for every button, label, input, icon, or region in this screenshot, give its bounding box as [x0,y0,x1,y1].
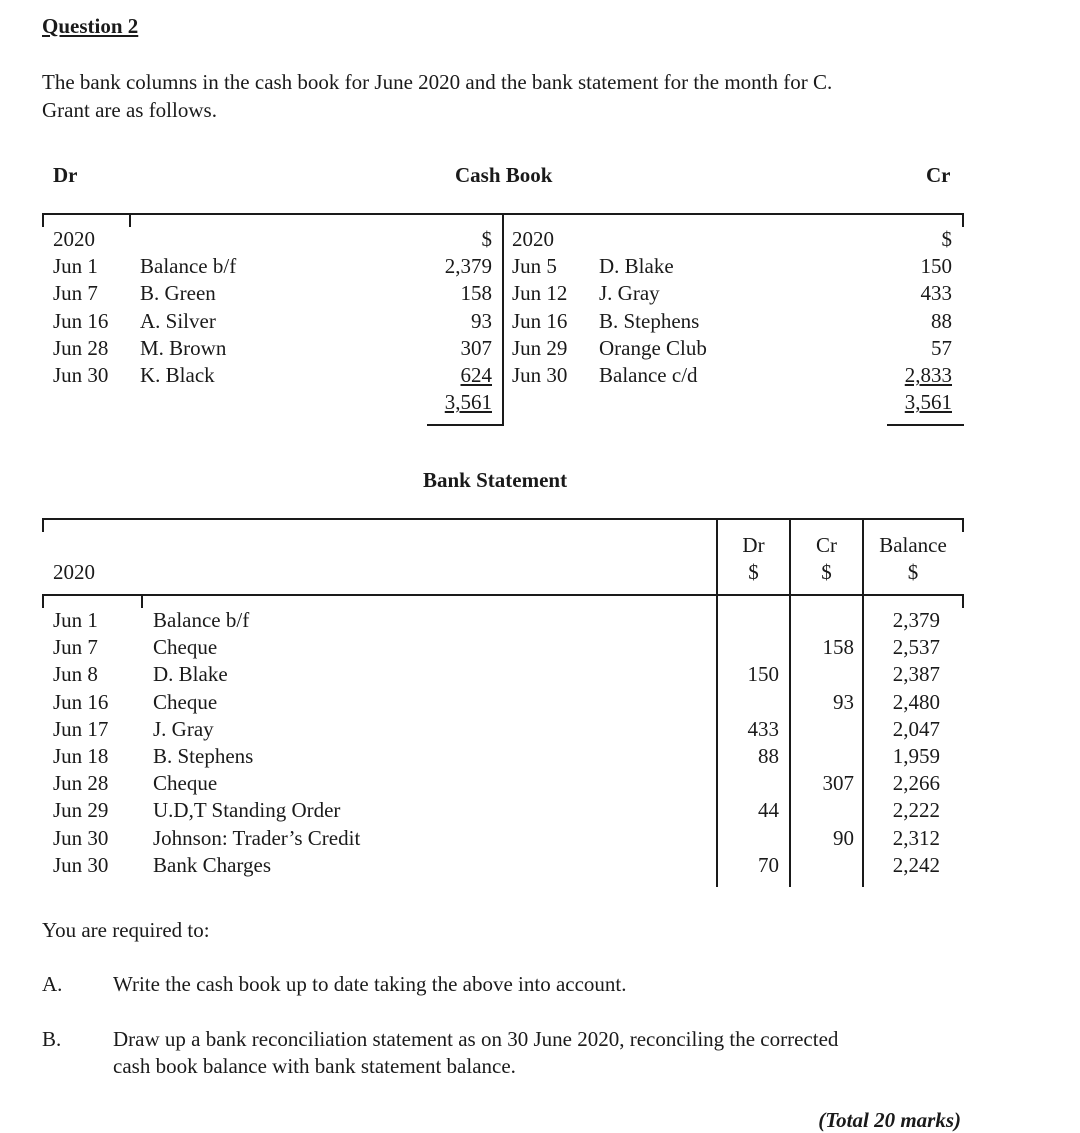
cash-book-cr-label: Cr [926,163,951,187]
bank-statement-date: Jun 16 [53,690,109,714]
bank-statement-cr-amount: 307 [822,771,854,795]
bank-statement-balance: 2,537 [892,635,940,659]
bank-statement-date: Jun 30 [53,826,109,850]
cash-book-debit-bottom-rule [427,424,504,426]
cash-book-debit-currency: $ [481,227,492,251]
bank-statement-date: Jun 17 [53,717,109,741]
bank-statement-details: Bank Charges [153,853,272,877]
cash-book-debit-date: Jun 7 [53,281,98,305]
cash-book-credit-date: Jun 12 [512,281,568,305]
bank-statement-dr-amount: 44 [758,798,779,822]
bank-statement-balance: 2,387 [892,662,940,686]
bank-statement-cr-amount: 90 [833,826,854,850]
bank-statement-balance: 2,379 [892,608,940,632]
requirements-lead: You are required to: [42,918,210,942]
bank-statement-balance: 2,266 [892,771,940,795]
bank-statement-balance: 2,222 [892,798,940,822]
cash-book-credit-currency: $ [941,227,952,251]
bank-statement-cr-header: Cr [816,533,837,557]
cash-book-center-divider [502,213,504,426]
bank-statement-top-right-tick [962,518,964,532]
cash-book-debit-date: Jun 1 [53,254,98,278]
cash-book-debit-date: Jun 28 [53,336,109,360]
bank-statement-dr-amount: 88 [758,744,779,768]
cash-book-debit-amount: 307 [460,336,492,360]
cash-book-debit-amount: 2,379 [444,254,492,278]
cash-book-credit-amount: 433 [920,281,952,305]
bank-statement-details-tick [141,594,143,608]
requirement-b-text-line-1: Draw up a bank reconciliation statement as on 30 June 2020, reconciling the corrected [113,1027,839,1051]
cash-book-right-tick [962,213,964,227]
bank-statement-details: Cheque [153,635,218,659]
cash-book-debit-details: M. Brown [140,336,227,360]
bank-statement-left-tick [42,594,44,608]
bank-statement-details: D. Blake [153,662,228,686]
bank-statement-balance: 2,312 [892,826,940,850]
bank-statement-date: Jun 8 [53,662,98,686]
bank-statement-top-left-tick [42,518,44,532]
cash-book-credit-total: 3,561 [904,390,952,414]
bank-statement-details: B. Stephens [153,744,254,768]
total-marks: (Total 20 marks) [818,1108,961,1132]
bank-statement-balance: 1,959 [892,744,940,768]
bank-statement-details: J. Gray [153,717,214,741]
cash-book-debit-amount: 624 [460,363,492,387]
bank-statement-cr-amount: 93 [833,690,854,714]
cash-book-details-tick [129,213,131,227]
requirement-a-letter: A. [42,972,63,996]
cash-book-credit-amount: 150 [920,254,952,278]
bank-statement-date: Jun 29 [53,798,109,822]
bank-statement-dr-amount: 433 [747,717,779,741]
bank-statement-date: Jun 18 [53,744,109,768]
cash-book-debit-year: 2020 [53,227,95,251]
bank-statement-dr-currency: $ [748,560,759,584]
cash-book-credit-amount: 57 [931,336,952,360]
cash-book-credit-amount: 88 [931,309,952,333]
cash-book-credit-date: Jun 29 [512,336,568,360]
intro-text-line-2: Grant are as follows. [42,98,217,122]
bank-statement-dr-amount: 70 [758,853,779,877]
cash-book-credit-details: B. Stephens [599,309,700,333]
question-title: Question 2 [42,14,139,38]
cash-book-credit-year: 2020 [512,227,554,251]
intro-text-line-1: The bank columns in the cash book for June 2020 and the bank statement for the month for C. [42,70,833,94]
cash-book-dr-label: Dr [53,163,78,187]
cash-book-credit-date: Jun 30 [512,363,568,387]
bank-statement-balance: 2,242 [892,853,940,877]
cash-book-debit-date: Jun 16 [53,309,109,333]
cash-book-title: Cash Book [455,163,553,187]
bank-statement-date: Jun 1 [53,608,98,632]
bank-statement-details: Cheque [153,690,218,714]
bank-statement-details: Cheque [153,771,218,795]
cash-book-debit-details: B. Green [140,281,216,305]
bank-statement-dr-amount: 150 [747,662,779,686]
bank-statement-top-rule [42,518,964,520]
requirement-b-text-line-2: cash book balance with bank statement balance. [113,1054,516,1078]
bank-statement-year: 2020 [53,560,95,584]
cash-book-credit-bottom-rule [887,424,964,426]
bank-statement-date: Jun 28 [53,771,109,795]
cash-book-credit-amount: 2,833 [904,363,952,387]
bank-statement-cr-amount: 158 [822,635,854,659]
cash-book-credit-details: Orange Club [599,336,707,360]
cash-book-credit-date: Jun 5 [512,254,557,278]
requirement-a-text: Write the cash book up to date taking the above into account. [113,972,627,996]
requirement-b-letter: B. [42,1027,62,1051]
cash-book-debit-details: K. Black [140,363,215,387]
bank-statement-details: Balance b/f [153,608,250,632]
bank-statement-dr-header: Dr [742,533,765,557]
cash-book-debit-amount: 158 [460,281,492,305]
bank-statement-date: Jun 7 [53,635,98,659]
cash-book-debit-total: 3,561 [444,390,492,414]
bank-statement-balance-header: Balance [879,533,947,557]
bank-statement-balance: 2,480 [892,690,940,714]
bank-statement-balance: 2,047 [892,717,940,741]
bank-statement-header-rule [42,594,964,596]
cash-book-debit-date: Jun 30 [53,363,109,387]
cash-book-credit-date: Jun 16 [512,309,568,333]
bank-statement-details: Johnson: Trader’s Credit [153,826,361,850]
cash-book-debit-details: Balance b/f [140,254,237,278]
cash-book-credit-details: D. Blake [599,254,674,278]
cash-book-credit-details: Balance c/d [599,363,698,387]
bank-statement-date: Jun 30 [53,853,109,877]
cash-book-debit-details: A. Silver [140,309,216,333]
bank-statement-cr-currency: $ [821,560,832,584]
cash-book-credit-details: J. Gray [599,281,660,305]
bank-statement-balance-currency: $ [907,560,919,584]
cash-book-debit-amount: 93 [471,309,492,333]
bank-statement-right-tick [962,594,964,608]
cash-book-left-tick [42,213,44,227]
bank-statement-details: U.D,T Standing Order [153,798,341,822]
bank-statement-title: Bank Statement [423,468,568,492]
